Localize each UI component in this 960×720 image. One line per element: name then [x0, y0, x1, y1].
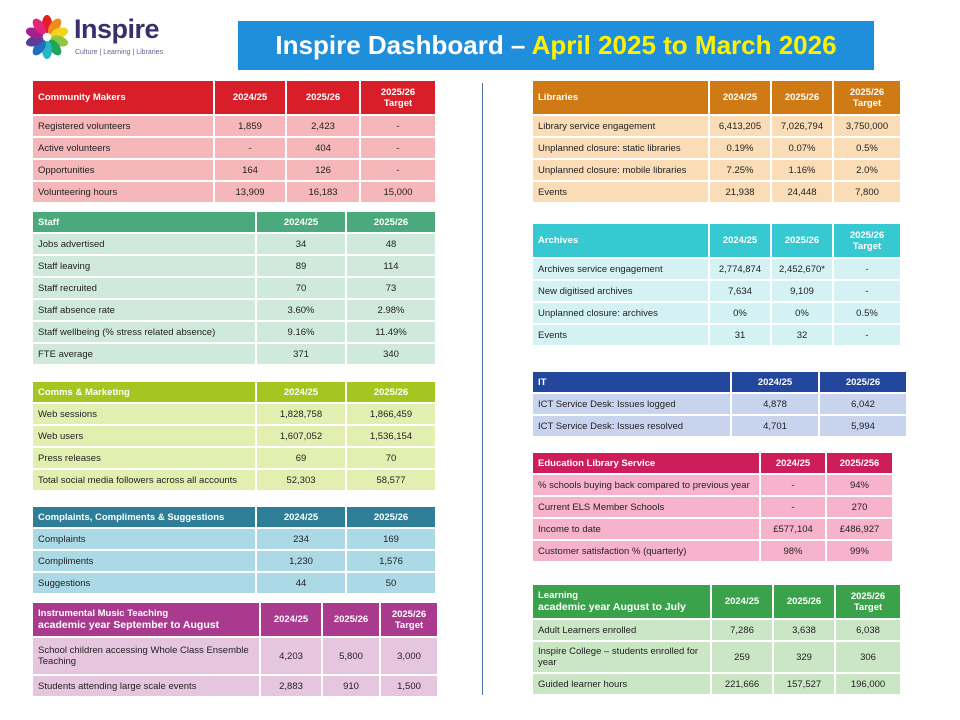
table-row-archives-service-engagement	[533, 259, 900, 279]
table-row-current-els-member-schools	[533, 497, 892, 517]
table-row-ict-service-desk-issues-logged	[533, 394, 906, 414]
it-table	[531, 370, 908, 438]
row-label: New digitised archives	[533, 281, 708, 301]
table-header-row	[533, 224, 900, 257]
table-name: Libraries	[538, 92, 579, 103]
row-label: Press releases	[33, 448, 255, 468]
table-name: IT	[538, 376, 547, 388]
table-row-registered-volunteers	[33, 116, 435, 136]
row-value: -	[215, 138, 285, 158]
row-value: 15,000	[361, 182, 435, 202]
table-header-row	[533, 453, 892, 473]
row-value: 910	[323, 676, 379, 696]
row-value: 24,448	[772, 182, 832, 202]
row-value: 1,828,758	[257, 404, 345, 424]
table-title	[533, 453, 759, 473]
column-header: 2025/26 Target	[834, 224, 900, 257]
row-label: FTE average	[33, 344, 255, 364]
row-value: 196,000	[836, 674, 900, 694]
row-value: 69	[257, 448, 345, 468]
row-value: 0.19%	[710, 138, 770, 158]
row-value: 270	[827, 497, 892, 517]
staff-table	[31, 210, 437, 366]
column-header: 2025/26	[772, 224, 832, 257]
row-label: Staff recruited	[33, 278, 255, 298]
table-title	[533, 224, 708, 257]
comms-marketing-table	[31, 380, 437, 492]
table-title	[533, 81, 708, 114]
row-value: 1,230	[257, 551, 345, 571]
row-value: 9,109	[772, 281, 832, 301]
row-value: 4,878	[732, 394, 818, 414]
column-header: 2025/26	[772, 81, 832, 114]
row-value: -	[361, 116, 435, 136]
music-teaching-table	[31, 601, 439, 698]
libraries-table	[531, 79, 902, 204]
row-label: Income to date	[533, 519, 759, 539]
row-value: 3,000	[381, 638, 437, 674]
row-value: 1,500	[381, 676, 437, 696]
row-value: 7,800	[834, 182, 900, 202]
row-value: 1,866,459	[347, 404, 435, 424]
row-value: 7,634	[710, 281, 770, 301]
table-row-staff-leaving	[33, 256, 435, 276]
row-value: £486,927	[827, 519, 892, 539]
row-label: Compliments	[33, 551, 255, 571]
table-row-income-to-date	[533, 519, 892, 539]
table-row-complaints	[33, 529, 435, 549]
row-label: Registered volunteers	[33, 116, 213, 136]
table-title	[533, 372, 730, 392]
row-value: 1,536,154	[347, 426, 435, 446]
row-label: Adult Learners enrolled	[533, 620, 710, 640]
row-label: ICT Service Desk: Issues resolved	[533, 416, 730, 436]
row-value: 6,038	[836, 620, 900, 640]
table-row-unplanned-closure-static-libraries	[533, 138, 900, 158]
column-header: 2024/25	[710, 224, 770, 257]
row-value: 44	[257, 573, 345, 593]
row-value: 48	[347, 234, 435, 254]
row-label: Customer satisfaction % (quarterly)	[533, 541, 759, 561]
row-value: 340	[347, 344, 435, 364]
table-row-guided-learner-hours	[533, 674, 900, 694]
row-value: -	[834, 281, 900, 301]
table-header-row	[533, 81, 900, 114]
archives-table	[531, 222, 902, 347]
table-name: Archives	[538, 235, 579, 246]
table-row-events	[533, 325, 900, 345]
title-main: Inspire Dashboard –	[275, 30, 532, 60]
community-makers-table	[31, 79, 437, 204]
row-value: 58,577	[347, 470, 435, 490]
row-label: Opportunities	[33, 160, 213, 180]
row-value: 306	[836, 642, 900, 672]
table-row-adult-learners-enrolled	[533, 620, 900, 640]
row-value: 0%	[772, 303, 832, 323]
table-header-row	[33, 603, 437, 636]
table-row-inspire-college-students-enrolled-for-year	[533, 642, 900, 672]
table-row-web-sessions	[33, 404, 435, 424]
table-row-ict-service-desk-issues-resolved	[533, 416, 906, 436]
table-row-schools-buying-back-compared-to-previous-year	[533, 475, 892, 495]
column-header: 2025/26	[347, 382, 435, 402]
row-value: 2,883	[261, 676, 321, 696]
row-label: Active volunteers	[33, 138, 213, 158]
row-value: 7,026,794	[772, 116, 832, 136]
row-label: Guided learner hours	[533, 674, 710, 694]
row-label: Inspire College – students enrolled for year	[533, 642, 710, 672]
row-value: -	[361, 138, 435, 158]
row-value: 52,303	[257, 470, 345, 490]
column-header: 2025/26	[323, 603, 379, 636]
table-row-active-volunteers	[33, 138, 435, 158]
column-header: 2024/25	[257, 212, 345, 232]
row-value: -	[834, 325, 900, 345]
row-label: Unplanned closure: static libraries	[533, 138, 708, 158]
row-value: 371	[257, 344, 345, 364]
table-row-staff-absence-rate	[33, 300, 435, 320]
complaints-table	[31, 505, 437, 595]
row-label: Current ELS Member Schools	[533, 497, 759, 517]
row-value: 73	[347, 278, 435, 298]
table-title	[533, 585, 710, 618]
row-value: 0.5%	[834, 303, 900, 323]
column-header: 2025/26 Target	[381, 603, 437, 636]
table-name: Instrumental Music Teaching	[38, 608, 169, 619]
education-library-service-table	[531, 451, 894, 563]
row-label: Total social media followers across all accounts	[33, 470, 255, 490]
inspire-logo	[22, 12, 182, 62]
title-period: April 2025 to March 2026	[531, 30, 837, 60]
row-value: 329	[774, 642, 834, 672]
row-label: Complaints	[33, 529, 255, 549]
table-row-fte-average	[33, 344, 435, 364]
column-header: 2025/26	[347, 507, 435, 527]
row-label: Jobs advertised	[33, 234, 255, 254]
table-title	[33, 212, 255, 232]
column-header: 2024/25	[732, 372, 818, 392]
row-value: 32	[772, 325, 832, 345]
column-header: 2024/25	[712, 585, 772, 618]
table-row-staff-wellbeing-stress-related-absence	[33, 322, 435, 342]
row-value: £577,104	[761, 519, 825, 539]
table-row-total-social-media-followers-across-all-accounts	[33, 470, 435, 490]
row-value: 5,994	[820, 416, 906, 436]
row-value: 21,938	[710, 182, 770, 202]
table-header-row	[33, 507, 435, 527]
flower-logo-icon	[22, 12, 72, 62]
row-value: 0.5%	[834, 138, 900, 158]
row-value: 3.60%	[257, 300, 345, 320]
row-label: Library service engagement	[533, 116, 708, 136]
table-header-row	[33, 212, 435, 232]
row-value: 1.16%	[772, 160, 832, 180]
row-value: 6,042	[820, 394, 906, 414]
row-label: School children accessing Whole Class Ensemble Teaching	[33, 638, 259, 674]
column-header: 2024/25	[257, 507, 345, 527]
row-value: 2,452,670*	[772, 259, 832, 279]
row-value: -	[361, 160, 435, 180]
table-name: Education Library Service	[538, 457, 656, 469]
row-value: 0%	[710, 303, 770, 323]
column-header: 2025/26	[774, 585, 834, 618]
column-header: 2025/26	[820, 372, 906, 392]
row-label: Students attending large scale events	[33, 676, 259, 696]
table-name: Community Makers	[38, 92, 126, 103]
column-header: 2025/26 Target	[836, 585, 900, 618]
column-divider	[482, 83, 483, 695]
row-value: -	[834, 259, 900, 279]
row-value: 1,576	[347, 551, 435, 571]
row-value: 157,527	[774, 674, 834, 694]
row-value: 5,800	[323, 638, 379, 674]
table-title	[33, 507, 255, 527]
table-subtitle: academic year August to July	[538, 601, 686, 613]
row-value: 2,774,874	[710, 259, 770, 279]
row-value: 164	[215, 160, 285, 180]
column-header: 2024/25	[710, 81, 770, 114]
row-label: Unplanned closure: mobile libraries	[533, 160, 708, 180]
row-label: % schools buying back compared to previous year	[533, 475, 759, 495]
table-row-students-attending-large-scale-events	[33, 676, 437, 696]
row-value: 4,701	[732, 416, 818, 436]
row-value: 50	[347, 573, 435, 593]
row-value: 70	[347, 448, 435, 468]
table-row-press-releases	[33, 448, 435, 468]
row-value: 99%	[827, 541, 892, 561]
row-label: Suggestions	[33, 573, 255, 593]
logo-tagline: Culture | Learning | Libraries	[75, 49, 164, 56]
table-row-staff-recruited	[33, 278, 435, 298]
column-header: 2024/25	[257, 382, 345, 402]
table-header-row	[533, 372, 906, 392]
row-label: Events	[533, 182, 708, 202]
row-value: 89	[257, 256, 345, 276]
table-header-row	[33, 382, 435, 402]
row-label: Web sessions	[33, 404, 255, 424]
row-value: -	[761, 497, 825, 517]
row-value: 234	[257, 529, 345, 549]
row-label: Staff absence rate	[33, 300, 255, 320]
table-header-row	[533, 585, 900, 618]
row-value: 259	[712, 642, 772, 672]
row-label: Events	[533, 325, 708, 345]
table-name: Staff	[38, 216, 60, 228]
row-label: Archives service engagement	[533, 259, 708, 279]
learning-table	[531, 583, 902, 696]
table-row-opportunities	[33, 160, 435, 180]
row-value: 13,909	[215, 182, 285, 202]
column-header: 2025/256	[827, 453, 892, 473]
row-value: 0.07%	[772, 138, 832, 158]
table-name: Complaints, Compliments & Suggestions	[38, 511, 225, 523]
table-header-row	[33, 81, 435, 114]
row-value: 221,666	[712, 674, 772, 694]
row-value: 404	[287, 138, 359, 158]
row-value: 9.16%	[257, 322, 345, 342]
row-value: 98%	[761, 541, 825, 561]
column-header: 2025/26	[287, 81, 359, 114]
table-subtitle: academic year September to August	[38, 619, 220, 631]
row-value: 1,859	[215, 116, 285, 136]
row-value: 16,183	[287, 182, 359, 202]
table-row-unplanned-closure-mobile-libraries	[533, 160, 900, 180]
table-name: Comms & Marketing	[38, 386, 130, 398]
table-title	[33, 81, 213, 114]
column-header: 2025/26	[347, 212, 435, 232]
table-row-school-children-accessing-whole-class-ensemble-teaching	[33, 638, 437, 674]
row-label: Unplanned closure: archives	[533, 303, 708, 323]
table-row-web-users	[33, 426, 435, 446]
table-name: Learning	[538, 590, 579, 601]
table-row-compliments	[33, 551, 435, 571]
row-value: 2,423	[287, 116, 359, 136]
row-value: 2.0%	[834, 160, 900, 180]
row-value: 1,607,052	[257, 426, 345, 446]
row-value: 2.98%	[347, 300, 435, 320]
table-row-volunteering-hours	[33, 182, 435, 202]
table-row-customer-satisfaction-quarterly	[533, 541, 892, 561]
row-value: 31	[710, 325, 770, 345]
table-row-jobs-advertised	[33, 234, 435, 254]
column-header: 2024/25	[261, 603, 321, 636]
table-row-library-service-engagement	[533, 116, 900, 136]
table-title	[33, 382, 255, 402]
row-value: 3,750,000	[834, 116, 900, 136]
column-header: 2025/26 Target	[834, 81, 900, 114]
row-label: Volunteering hours	[33, 182, 213, 202]
row-value: 94%	[827, 475, 892, 495]
table-row-unplanned-closure-archives	[533, 303, 900, 323]
row-label: Web users	[33, 426, 255, 446]
row-value: 169	[347, 529, 435, 549]
table-row-events	[533, 182, 900, 202]
row-value: 34	[257, 234, 345, 254]
row-value: 70	[257, 278, 345, 298]
page-title	[238, 21, 874, 70]
column-header: 2024/25	[761, 453, 825, 473]
logo-wordmark: Inspire	[74, 14, 160, 44]
table-row-suggestions	[33, 573, 435, 593]
table-title	[33, 603, 259, 636]
row-value: 126	[287, 160, 359, 180]
row-label: ICT Service Desk: Issues logged	[533, 394, 730, 414]
column-header: 2024/25	[215, 81, 285, 114]
row-value: 7,286	[712, 620, 772, 640]
table-row-new-digitised-archives	[533, 281, 900, 301]
row-value: 4,203	[261, 638, 321, 674]
row-label: Staff wellbeing (% stress related absence)	[33, 322, 255, 342]
row-value: 3,638	[774, 620, 834, 640]
row-value: 6,413,205	[710, 116, 770, 136]
row-value: 114	[347, 256, 435, 276]
row-value: -	[761, 475, 825, 495]
row-label: Staff leaving	[33, 256, 255, 276]
row-value: 7.25%	[710, 160, 770, 180]
row-value: 11.49%	[347, 322, 435, 342]
column-header: 2025/26 Target	[361, 81, 435, 114]
